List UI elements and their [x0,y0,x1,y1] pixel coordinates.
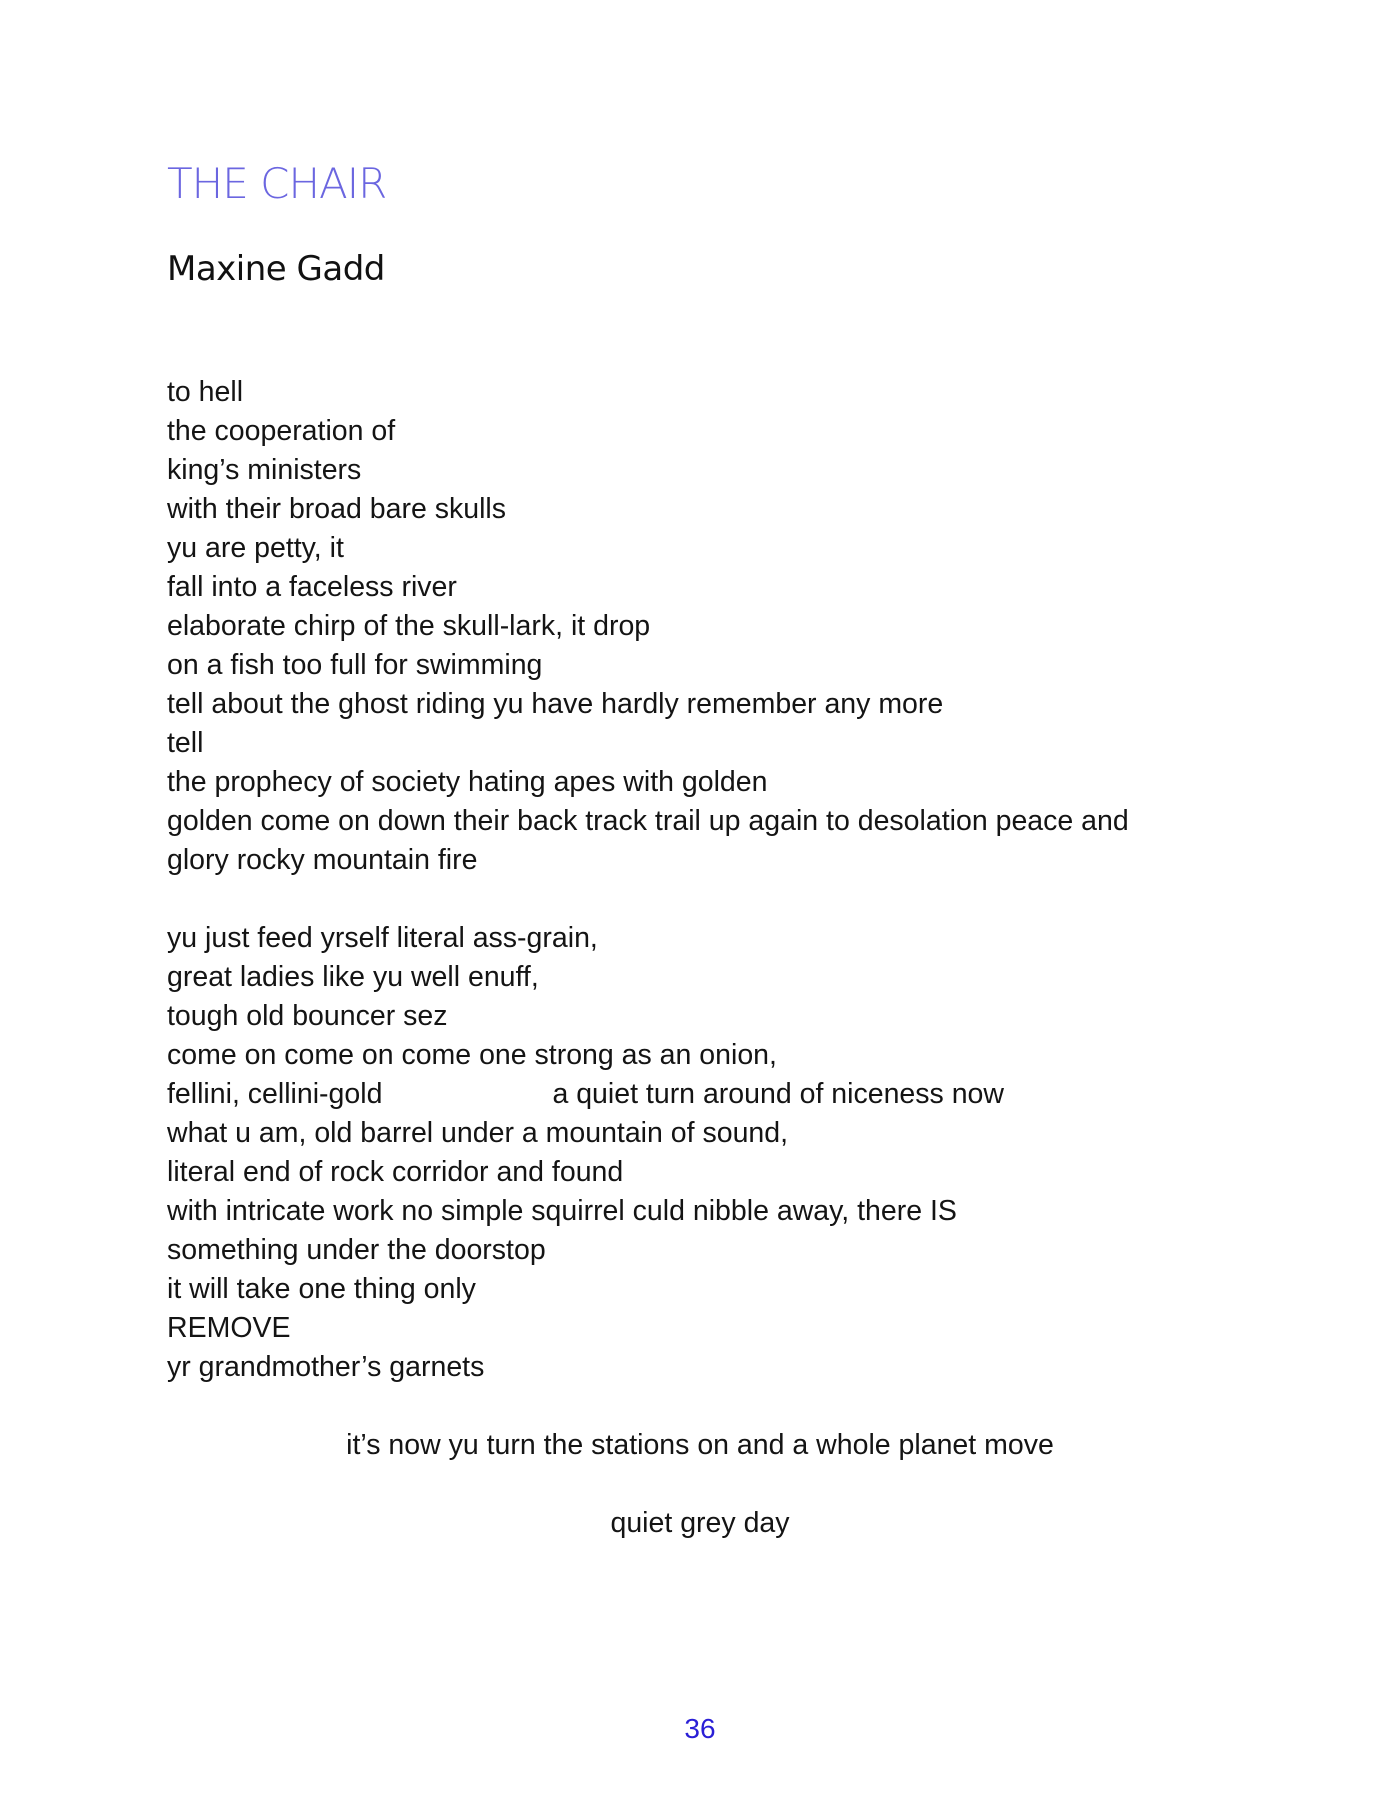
poem-author: Maxine Gadd [167,249,385,289]
poem-line: what u am, old barrel under a mountain of sound, [167,1117,789,1149]
poem-line: king’s ministers [167,454,362,486]
poem-line: it will take one thing only [167,1273,476,1305]
poem-line-split [167,1075,1004,1114]
poem-line: yr grandmother’s garnets [167,1351,485,1383]
poem-line: on a fish too full for swimming [167,649,543,681]
poem-line: tell about the ghost riding yu have hardly remember any more [167,688,944,720]
poem-line: fall into a faceless river [167,571,457,603]
poem-line-left: fellini, cellini-gold [167,1078,383,1110]
poem-line: come on come on come one strong as an onion, [167,1039,777,1071]
poem-line: to hell [167,376,244,408]
poem-line-right: a quiet turn around of niceness now [552,1078,1004,1110]
poem-line: tell [167,727,204,759]
page-number: 36 [684,1713,716,1744]
poem-line: yu are petty, it [167,532,344,564]
stanza-2 [167,919,1004,1387]
poem-line: elaborate chirp of the skull-lark, it drop [167,610,651,642]
poem-line: the cooperation of [167,415,396,447]
poem-line: literal end of rock corridor and found [167,1156,624,1188]
closing-line: quiet grey day [610,1507,790,1539]
poem-line: great ladies like yu well enuff, [167,961,539,993]
closing-line: it’s now yu turn the stations on and a whole planet move [346,1429,1054,1461]
poem-line: REMOVE [167,1312,291,1344]
poem-line: with intricate work no simple squirrel culd nibble away, there IS [167,1195,957,1227]
poem-line: the prophecy of society hating apes with golden [167,766,768,798]
poem-line: glory rocky mountain fire [167,844,478,876]
poem-title: THE CHAIR [167,159,387,208]
poem-line: tough old bouncer sez [167,1000,448,1032]
poem-line: with their broad bare skulls [167,493,506,525]
poem-line: something under the doorstop [167,1234,546,1266]
poem-line: yu just feed yrself literal ass-grain, [167,922,598,954]
poem-line: golden come on down their back track trail up again to desolation peace and [167,805,1129,837]
stanza-1 [167,373,1129,880]
